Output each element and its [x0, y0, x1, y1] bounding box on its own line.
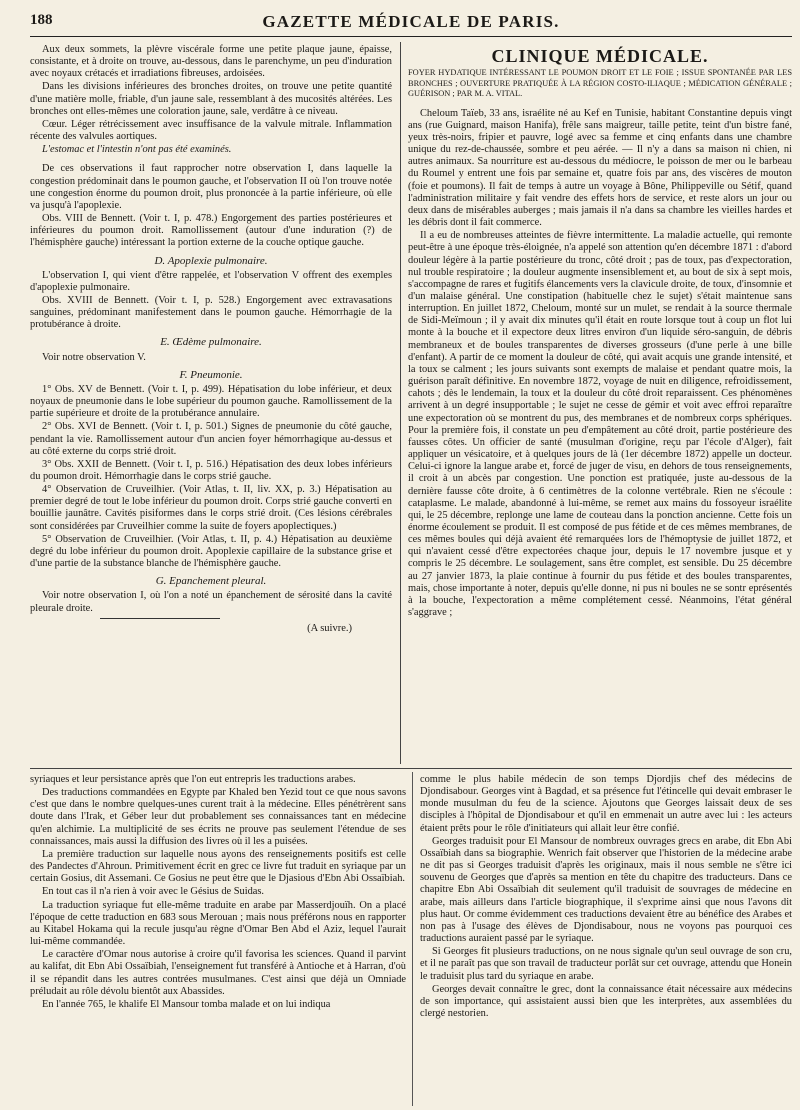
paragraph: syriaques et leur persistance après que l'on eut entrepris les traductions arabes. [30, 774, 356, 785]
column-divider [400, 42, 401, 764]
paragraph: Il a eu de nombreuses atteintes de fièvre intermittente. La maladie actuelle, qui remonte peut-être à une époque très-éloignée, n'a appelé son attention qu'en décembre 1871 : d'abord douleur légère à la partie postérieure du tronc, côté droit ; pas de toux, pas d'expectoration, nul trouble respiratoire ; la douleur augmente insensiblement et, au bout de six à sept mois, s'accompagne de rares et fugitifs élancements vers la clavicule droite, de toux, d'insomnie et d'un malaise général. Une constipation (habituelle chez le sujet) s'était maintenue sans interruption. En juillet 1872, Cheloum, monté sur un mulet, se rendait à la source thermale de Sidi-Meïmoun ; il y avait dix minutes qu'il était en route lorsque tout à coup un flot lui monte à la bouche et il expectore deux litres environ d'un liquide séro-sanguin, de débris membraneux et de boules transparentes de diverses grosseurs (d'une perle à une bille d'enfant). A partir de ce moment la douleur de côté, qui avait acquis une grande intensité, et la toux se calment ; les jours suivants sont exempts de malaise et pendant quatre mois, la guérison paraît définitive. En novembre 1872, voyage de nuit en diligence, refroidissement, cahots ; dès le lendemain, la toux et la douleur du côté droit reparaissent. Ces phénomènes arrivent à un degré insupportable ; le sujet ne cesse de gémir et voit avec effroi reparaître une expectoration où se montrent du pus, des membranes et de nombreux corps sphériques. Pour la première fois, il constate un peu d'empâtement au côté droit, partie postérieure des fausses côtes. Un officier de santé (musulman d'origine, reçu par l'école d'Alger), fait appliquer un vésicatoire, et à quelques jours de là (1er décembre 1872) appelle un docteur. Celui-ci ignore la langue arabe et, forcé de juger de visu, en dehors de tous renseignements, il croit à un abcès par congestion. Une ponction est pratiquée, juste au-dessous de la dernière fausse côte droite, à 6 centimètres de la colonne vertébrale. Rien ne s'écoule : cataplasme. Le malade, abandonné à lui-même, se remet aux mains du fossoyeur israélite qui, le 25 décembre, replonge une lame de couteau dans la ponction ancienne. Cette fois un énorme écoulement se produit. Il est composé de pus fétide et de ces mêmes membranes, de ces mêmes boules qui déjà avaient été remarquées lors de l'hémoptysie de juillet 1872, et qui n'avaient cessé d'être expectorées chaque jour, depuis le 17 novembre jusque et y compris le 25 décembre. Le soulagement, sans être complet, est sensible. Du 25 décembre au 27 janvier 1873, la plaie continue à fournir du pus fétide et des boules transparentes, mais, chose importante à noter, depuis qu'elle donne, ni pus ni boules ne se sontr eprésentés à la bouche, l'expectoration a même complétement cessé. Néanmoins, l'état général s'aggrave ; [408, 230, 792, 619]
paragraph: Obs. VIII de Bennett. (Voir t. I, p. 478.) Engorgement des parties postérieures et inférieures du poumon droit. Ramollissement (autour d'une induration (?) de l'hémisphère gauche) intéressant la portion externe de la couche optique gauche. [30, 213, 392, 249]
journal-title: GAZETTE MÉDICALE DE PARIS. [262, 12, 560, 31]
paragraph: Si Georges fit plusieurs traductions, on ne nous signale qu'un seul ouvrage de son cru, et il ne paraît pas que son travail de traducteur porlât sur cet ouvrage, attendu que Honein le traduisit plus tard du syriaque en arabe. [420, 946, 792, 982]
section-heading: E. Œdème pulmonaire. [160, 336, 262, 349]
paragraph: Georges traduisit pour El Mansour de nombreux ouvrages grecs en arabe, dit Ebn Abi Ossaïbiah dans sa biographie. Wenrich fait observer que l'historien de la médecine arabe ne dit pas si Georges traduisit d'après les originaux, mais il nous semble ne s'être ici souvenu de Georges que d'après sa mention en tête du chapitre des traducteurs. Dans ce chapitre Ebn Abi Ossaïbiah dit seulement qu'il traduisit de souvrages de médecine en arabe, mais ailleurs dans l'article biographique, il s'exprime ainsi que nous l'avons dit plus haut. Or comme évidemment ces traductions devaient être au bénéfice des Arabes et non pas à l'usage des élèves de Djondisabour, nous ne voyons pas pourquoi ces traductions auraient passé par le syriaque. [420, 835, 792, 945]
paragraph: Cœur. Léger rétrécissement avec insuffisance de la valvule mitrale. Inflammation récente des valvules aortiques. [30, 118, 392, 143]
paragraph: La première traduction sur laquelle nous ayons des renseignements positifs est celle des Pandectes d'Ahroun. Primitivement écrit en grec ce livre fut traduit en syriaque par un certain Gosius, dit Assemani. Ce Gosius ne peut être que le Djasious d'Ebn Abi Ossaïbiah. [30, 848, 406, 885]
page-header [30, 8, 792, 37]
horizontal-divider [30, 768, 792, 769]
paragraph: Le caractère d'Omar nous autorise à croire qu'il favorisa les sciences. Quand il parvint au kalifat, dit Ebn Abi Ossaïbiah, l'enseignement fut transféré à Antioche et à Harran, d'où il se répandit dans les autres contrées musulmanes. C'est ainsi que déjà un Omniade préludait au rôle dévolu bientôt aux Abassides. [30, 949, 406, 997]
section-heading: G. Epanchement pleural. [155, 575, 267, 588]
paragraph: Voir notre observation I, où l'on a noté un épanchement de sérosité dans la cavité pleurale droite. [30, 590, 392, 614]
paragraph: 4° Observation de Cruveilhier. (Voir Atlas, t. II, liv. XX, p. 3.) Hépatisation au premier degré de tout le lobe inférieur du poumon droit. Corps strié gauche converti en bouillie jaunâtre. Cavités pisiformes dans le corps strié droit. (Ces lésions cérébrales sont considérées par Cruveilhier comme la suite de foyers apoplectiques.) [30, 484, 392, 532]
paragraph: L'observation I, qui vient d'être rappelée, et l'observation V offrent des exemples d'apoplexie pulmonaire. [30, 269, 392, 293]
continued-note: (A suivre.) [307, 622, 352, 634]
left-column [30, 44, 392, 766]
right-column [408, 44, 792, 766]
paragraph: Aux deux sommets, la plèvre viscérale forme une petite plaque jaune, épaisse, consistante, et à droite on trouve, au-dessous, dans le parenchyme, un peu d'induration avec noyaux crétacés et irradiations fibreuses, ardoisées. [30, 44, 392, 80]
paragraph: Georges devait connaître le grec, dont la connaissance était nécessaire aux médecins de son importance, qui assistaient aussi bien que les interprètes, aux assemblées du clergé nestorien. [420, 983, 792, 1019]
paragraph: La traduction syriaque fut elle-même traduite en arabe par Masserdjouïh. On a placé l'époque de cette traduction en 683 sous Merouan ; mais nous préférons nous en rapporter au Kitabel Hokama qui la recule jusqu'au règne d'Omar Ben Abd el Aziz, lequel l'aurait lui-même commandée. [30, 899, 406, 948]
paragraph: Dans les divisions inférieures des bronches droites, on trouve une petite quantité d'une matière molle, friable, d'un jaune sale, ressemblant à des mucosités altérées. Les bronches ont elles-mêmes une coloration jaune, sale, verdâtre à ce niveau. [30, 81, 392, 117]
paragraph: 1° Obs. XV de Bennett. (Voir t. I, p. 499). Hépatisation du lobe inférieur, et deux noyaux de pneumonie dans le lobe supérieur du poumon gauche. Ramollissement de la partie supérieure et droite de la protubérance annulaire. [30, 383, 392, 420]
column-divider [412, 772, 413, 1106]
divider [100, 618, 220, 619]
paragraph: comme le plus habile médecin de son temps Djordjis chef des médecins de Djondisabour. Georges vint à Bagdad, et sa présence fut l'étincelle qui devait embraser le monde musulman du feu de la science. Ajoutons que Georges laissait deux de ses disciples à l'hôpital de Djondisabour et qu'il en emmenait un autre avec lui : les acteurs étaient prêts pour le rôle d'initiateurs qui allait leur être confié. [420, 774, 792, 834]
page-number: 188 [30, 12, 53, 28]
article-subheading: FOYER HYDATIQUE INTÉRESSANT LE POUMON DROIT ET LE FOIE ; ISSUE SPONTANÉE PAR LES BRONCHES ; OUVERTURE PRATIQUÉE À LA RÉGION COSTO-ILIAQUE ; MÉDICATION GÉNÉRALE ; GUÉRISON ; PAR M. A. VITAL. [408, 68, 792, 99]
paragraph: Voir notre observation V. [42, 351, 146, 363]
paragraph: 5° Observation de Cruveilhier. (Voir Atlas, t. II, p. 4.) Hépatisation au deuxième degré du lobe inférieur du poumon droit. Apoplexie capillaire de la substance grise et d'une partie de la substance blanche de l'hémisphère gauche. [30, 533, 392, 570]
bottom-left-column [30, 774, 406, 1106]
section-heading: F. Pneumonie. [179, 368, 243, 381]
paragraph: 3° Obs. XXII de Bennett. (Voir t. I, p. 516.) Hépatisation des deux lobes inférieurs du poumon droit. Hémorrhagie dans le corps strié gauche. [30, 458, 392, 482]
paragraph: De ces observations il faut rapprocher notre observation I, dans laquelle la congestion prédominait dans le poumon gauche, et l'observation II où l'on trouve notée une congestion énorme du poumon droit, plus prononcée à la partie inférieure, où elle va jusqu'à l'apoplexie. [30, 163, 392, 211]
section-rubric: CLINIQUE MÉDICALE. [491, 46, 709, 66]
bottom-right-column [420, 774, 792, 1106]
paragraph: L'estomac et l'intestin n'ont pas été examinés. [42, 144, 232, 156]
paragraph: 2° Obs. XVI de Bennett. (Voir t. I, p. 501.) Signes de pneumonie du côté gauche, pendant la vie. Ramollissement autour d'un ancien foyer hémorrhagique au-dessus et au côté externe du corps strié droit. [30, 421, 392, 457]
paragraph: Des traductions commandées en Egypte par Khaled ben Yezid tout ce que nous savons c'est que dans le nombre quelques-unes curent trait à la médecine. Elles pénétrèrent sans doute dans l'Irak, et Géber leur dut probablement ses connaissances tant en médecine qu'en alchimie. La multiplicité de ses écrits ne prouve pas seulement l'étendue de ses connaissances, mais aussi la diffusion des livres où il les a puisées. [30, 787, 406, 847]
paragraph: Obs. XVIII de Bennett. (Voir t. I, p. 528.) Engorgement avec extravasations sanguines, prédominant manifestement dans le poumon gauche. Hémorrhagie de la protubérance à droite. [30, 294, 392, 331]
paragraph: En tout cas il n'a rien à voir avec le Gésius de Suidas. [42, 886, 265, 898]
paragraph: Cheloum Taïeb, 33 ans, israélite né au Kef en Tunisie, habitant Constantine depuis vingt ans (rue Guignard, maison Hanifa), frêle sans maigreur, taille petite, teint d'un bistre fané, yeux très-noirs, fripier et pauvre, logé avec sa femme et cinq enfants dans une chambre unique du rez-de-chaussée, sombre et peu aérée. — Il n'y a dans sa maison ni chien, ni autres animaux. Sa nourriture est au-dessous du médiocre, le poisson de mer ou le barbeau du Roumel y entrent une fois par semaine et, quatre fois par ans, des viscères de mouton (foie et poumons). Il fait de temps à autre un voyage à Bône, Philippeville ou Sétif, quand l'administration militaire y fait vendre des effets hors de service, et reste alors un jour ou deux dans de misérables auberges ; mais jamais il n'a dans sa chambre les vieilles hardes et les débris dont il fait commerce. [408, 107, 792, 229]
section-heading: D. Apoplexie pulmonaire. [154, 254, 268, 267]
paragraph: En l'année 765, le khalife El Mansour tomba malade et on lui indiqua [42, 998, 331, 1010]
